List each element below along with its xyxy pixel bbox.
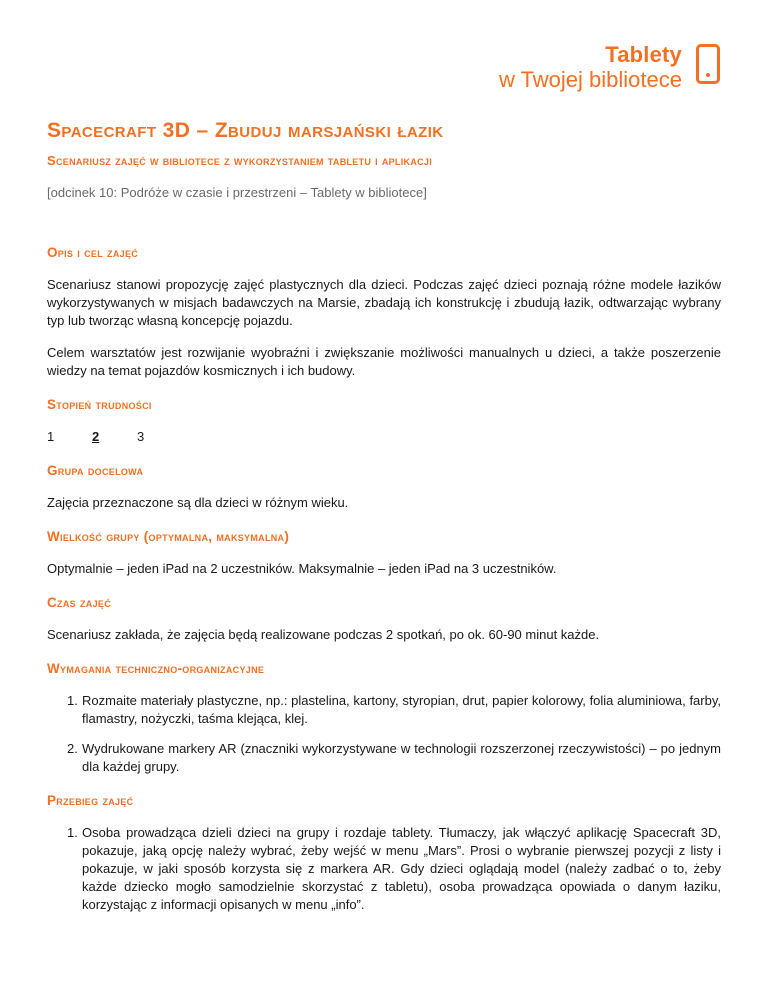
grupa-text: Zajęcia przeznaczone są dla dzieci w różnym wieku. [47,495,349,510]
list-item: 2. Wydrukowane markery AR (znaczniki wykorzystywane w technologii rozszerzonej rzeczywistości) – po jednym dla każdej grupy. [67,741,721,774]
wymagania-list [47,692,721,776]
czas-text: Scenariusz zakłada, że zajęcia będą realizowane podczas 2 spotkań, po ok. 60-90 minut każde. [47,627,600,642]
heading-przebieg: Przebieg zajęć [47,793,134,808]
logo-text [499,44,682,91]
heading-wymagania: Wymagania techniczno-organizacyjne [47,661,265,676]
tablet-icon [696,44,720,84]
document-title: Spacecraft 3D – Zbuduj marsjański łazik [47,119,444,142]
difficulty-level-2-selected: 2 [92,429,100,444]
opis-paragraph-2: Celem warsztatów jest rozwijanie wyobraźni i zwiększanie możliwości manualnych u dzieci, a także poszerzenie wiedzy na temat pojazdów kosmicznych i ich budowy. [47,345,721,378]
document-subtitle: Scenariusz zajęć w bibliotece z wykorzystaniem tabletu i aplikacji [47,153,433,168]
difficulty-level-1: 1 [47,429,55,444]
list-item: 1. Rozmaite materiały plastyczne, np.: plastelina, kartony, styropian, drut, papier kolorowy, folia aluminiowa, farby, flamastry, nożyczki, taśma klejąca, klej. [67,693,721,726]
heading-wielkosc: Wielkość grupy (optymalna, maksymalna) [47,529,290,544]
logo [499,44,720,91]
list-item: 1. Osoba prowadząca dzieli dzieci na grupy i rozdaje tablety. Tłumaczy, jak włączyć aplikację Spacecraft 3D, pokazuje, jaką opcję należy wybrać, żeby wejść w menu „Mars”. Prosi o wybranie pierwszej pozycji z listy i pokazuje, w jaki sposób korzysta się z markera AR. Gdy dzieci oglądają model (należy zadbać o to, żeby każde dziecko mogło samodzielnie skorzystać z tabletu), osoba prowadząca opowiada o danym łaziku, korzystając z informacji opisanych w menu „info”. [67,825,721,912]
episode-note: [odcinek 10: Podróże w czasie i przestrzeni – Tablety w bibliotece] [47,185,427,200]
wymagania-item-2: Wydrukowane markery AR (znaczniki wykorzystywane w technologii rozszerzonej rzeczywistości) – po jednym dla każdej grupy. [82,741,721,774]
heading-grupa: Grupa docelowa [47,463,144,478]
difficulty-levels [47,428,721,446]
wielkosc-text: Optymalnie – jeden iPad na 2 uczestników. Maksymalnie – jeden iPad na 3 uczestników. [47,561,557,576]
heading-opis: Opis i cel zajęć [47,245,139,260]
przebieg-item-1: Osoba prowadząca dzieli dzieci na grupy i rozdaje tablety. Tłumaczy, jak włączyć aplikację Spacecraft 3D, pokazuje, jaką opcję należy wybrać, żeby wejść w menu „Mars”. Prosi o wybranie pierwszej pozycji z listy i pokazuje, w jaki sposób korzysta się z markera AR. Gdy dzieci oglądają model (należy zadbać o to, żeby każde dziecko mogło samodzielnie skorzystać z tabletu), osoba prowadząca opowiada o danym łaziku, korzystając z informacji opisanych w menu „info”. [82,825,721,912]
wymagania-item-1: Rozmaite materiały plastyczne, np.: plastelina, kartony, styropian, drut, papier kolorowy, folia aluminiowa, farby, flamastry, nożyczki, taśma klejąca, klej. [82,693,721,726]
heading-czas: Czas zajęć [47,595,112,610]
opis-paragraph-1: Scenariusz stanowi propozycję zajęć plastycznych dla dzieci. Podczas zajęć dzieci poznają różne modele łazików wykorzystywanych w misjach badawczych na Marsie, zbadają ich konstrukcję i zbudują łazik, odtwarzając wybrany typ lub tworząc własną koncepcję pojazdu. [47,277,721,328]
przebieg-list [47,824,721,914]
logo-line2: w Twojej bibliotece [498,67,682,92]
document-content [47,118,721,914]
difficulty-level-3: 3 [137,429,145,444]
heading-stopien: Stopień trudności [47,397,152,412]
logo-line1: Tablety [605,42,682,67]
